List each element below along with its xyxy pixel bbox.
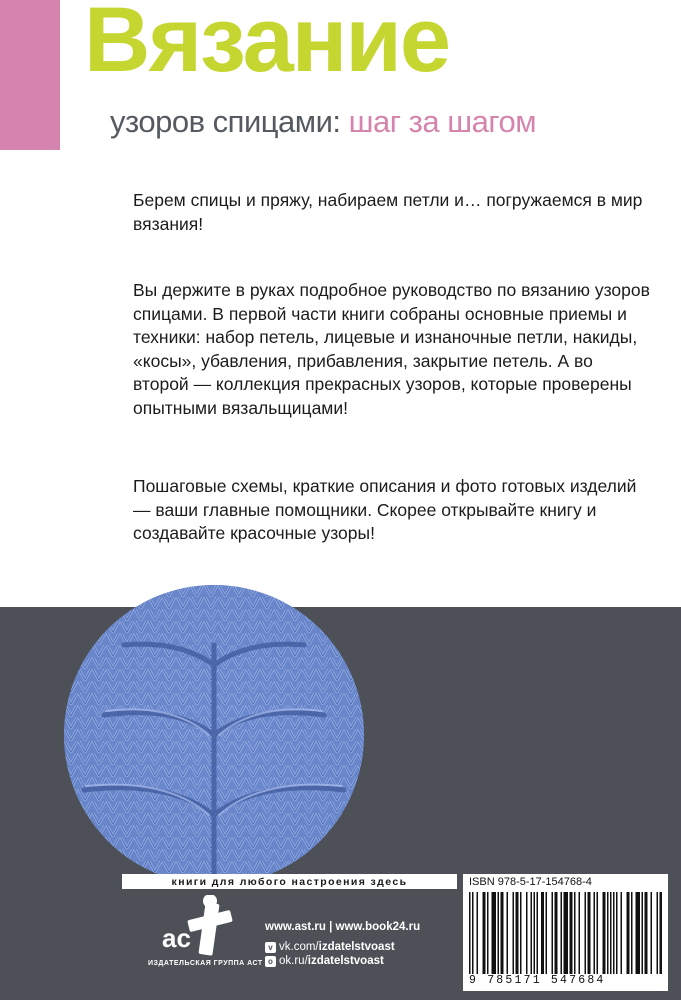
barcode-bar (492, 892, 497, 974)
barcode-bar (526, 892, 528, 974)
isbn-barcode-box (463, 874, 668, 991)
blurb-paragraph-1: Берем спицы и пряжу, набираем петли и… погружаемся в мир вязания! (133, 190, 643, 234)
vk-icon: v (265, 942, 276, 953)
vk-link[interactable] (265, 941, 395, 953)
barcode-bar (627, 892, 630, 974)
barcode-bar (520, 892, 522, 974)
barcode-bar (555, 892, 558, 974)
barcode-bar (616, 892, 618, 974)
barcode-bar (603, 892, 606, 974)
barcode-bar (636, 892, 641, 974)
subtitle-main: узоров спицами: (110, 104, 341, 139)
barcode-bar (513, 892, 515, 974)
barcode-bar (610, 892, 612, 974)
barcode-bar (645, 892, 648, 974)
barcode-bar (507, 892, 509, 974)
barcode-bar (657, 892, 659, 974)
barcode-bar (660, 892, 663, 974)
websites[interactable]: www.ast.ru | www.book24.ru (265, 921, 421, 933)
barcode-bar (531, 892, 533, 974)
ok-link[interactable] (265, 955, 384, 967)
barcode-bar (597, 892, 599, 974)
barcode-bar (541, 892, 544, 974)
barcode-bar (469, 892, 471, 974)
publisher-name: ИЗДАТЕЛЬСКАЯ ГРУППА АСТ (148, 960, 263, 967)
blurb-paragraph-2: Вы держите в руках подробное руководство по вязанию узоров спицами. В первой части книги собраны основные приемы и техники: набор петель, лицевые и изнаночные петли, накиды, «косы», убавления, прибавления, закрытие петель. А во второй — коллекция прекрасных узоров, которые проверены опытными вязальщицами! (133, 280, 650, 418)
subtitle-accent: шаг за шагом (348, 104, 537, 139)
barcode-bar (561, 892, 563, 974)
barcode-bar (594, 892, 596, 974)
knitted-swatch-image (64, 585, 364, 885)
ok-icon: o (265, 956, 276, 967)
barcode-bar (477, 892, 479, 974)
ok-handle: izdatelstvoast (307, 955, 384, 967)
barcode-bar (613, 892, 615, 974)
barcode-bar (516, 892, 519, 974)
barcode-bar (607, 892, 609, 974)
barcode-bar (621, 892, 623, 974)
pink-accent-bar (0, 0, 60, 150)
barcode-bar (498, 892, 500, 974)
blurb-paragraph-3: Пошаговые схемы, краткие описания и фото готовых изделий — ваши главные помощники. Скорее открывайте книгу и создавайте красочные узоры! (133, 476, 637, 543)
barcode-image (469, 892, 662, 974)
barcode-bar (487, 892, 489, 974)
barcode-bar (570, 892, 573, 974)
barcode-bar (501, 892, 504, 974)
vk-handle: izdatelstvoast (318, 941, 395, 953)
barcode-bar (651, 892, 653, 974)
barcode-bar (483, 892, 486, 974)
barcode-bar (642, 892, 644, 974)
tagline-bar (122, 874, 457, 889)
isbn-number: ISBN 978-5-17-154768-4 (469, 876, 592, 888)
barcode-bar (564, 892, 569, 974)
barcode-bar (574, 892, 576, 974)
book-title: Вязание (84, 0, 450, 91)
ok-prefix: ok.ru/ (279, 955, 308, 967)
tagline: книги для любого настроения здесь (171, 875, 408, 888)
barcode-bar (585, 892, 587, 974)
barcode-bar (546, 892, 548, 974)
book-subtitle (110, 106, 536, 137)
vk-prefix: vk.com/ (279, 941, 319, 953)
barcode-bar (552, 892, 554, 974)
barcode-bar (579, 892, 581, 974)
barcode-bar (588, 892, 591, 974)
barcode-bar (631, 892, 633, 974)
barcode-bar (534, 892, 536, 974)
barcode-bar (472, 892, 474, 974)
barcode-bar (537, 892, 539, 974)
barcode-digits: 9 785171 547684 (469, 974, 606, 987)
logo-text: ас (162, 923, 191, 953)
